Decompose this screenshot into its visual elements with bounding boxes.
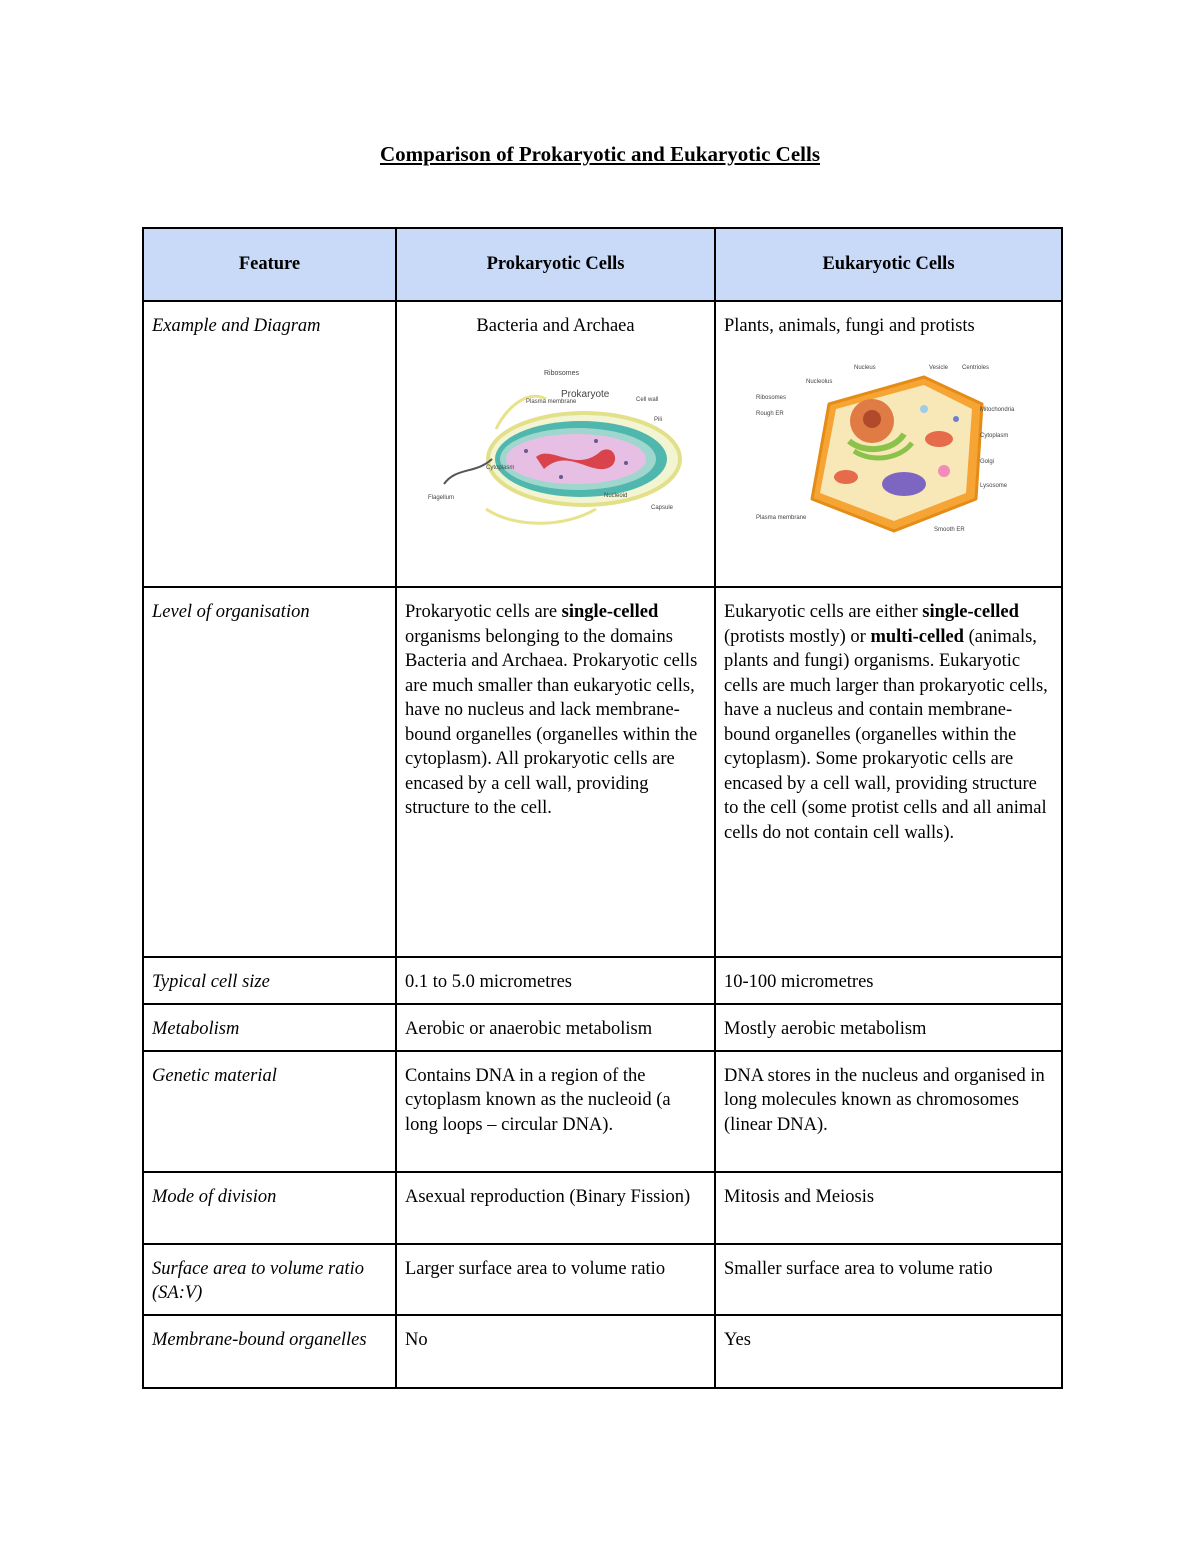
label-rough-er: Rough ER bbox=[755, 410, 784, 417]
cell-prokaryotic-example bbox=[396, 301, 715, 587]
feature-example: Example and Diagram bbox=[143, 301, 396, 587]
label-cell-wall: Cell wall bbox=[635, 396, 658, 403]
header-eukaryotic: Eukaryotic Cells bbox=[715, 228, 1062, 301]
cell-prokaryotic: Contains DNA in a region of the cytoplasm known as the nucleoid (a long loops – circular DNA). bbox=[396, 1051, 715, 1172]
cell-prokaryotic: Aerobic or anaerobic metabolism bbox=[396, 1004, 715, 1051]
feature-label: Typical cell size bbox=[143, 957, 396, 1004]
cell-eukaryotic-organisation bbox=[715, 587, 1062, 957]
cell-eukaryotic: Mitosis and Meiosis bbox=[715, 1172, 1062, 1244]
comparison-table bbox=[142, 227, 1063, 1389]
cell-prokaryotic-organisation bbox=[396, 587, 715, 957]
pili-line bbox=[486, 509, 596, 523]
cell-prokaryotic: Asexual reproduction (Binary Fission) bbox=[396, 1172, 715, 1244]
label-centrioles: Centrioles bbox=[961, 364, 989, 371]
header-row bbox=[143, 228, 1062, 301]
label-mitochondria: Mitochondria bbox=[979, 406, 1014, 413]
text-run: organisms belonging to the domains Bacteria and Archaea. Prokaryotic cells are much smaller than eukaryotic cells, have no nucleus and lack membrane-bound organelles (organelles within the cytoplasm). All prokaryotic cells are encased by a cell wall, providing structure to the cell. bbox=[405, 626, 698, 818]
cell-eukaryotic: Mostly aerobic metabolism bbox=[715, 1004, 1062, 1051]
label-nucleoid: Nucleoid bbox=[603, 492, 627, 499]
ribosome-dot bbox=[524, 449, 528, 453]
cell-eukaryotic: Smaller surface area to volume ratio bbox=[715, 1244, 1062, 1315]
label-prokaryote: Prokaryote bbox=[560, 388, 609, 400]
ribosome-dot bbox=[624, 461, 628, 465]
eukaryotic-example-text: Plants, animals, fungi and protists bbox=[724, 316, 975, 336]
nucleolus-shape bbox=[863, 410, 881, 428]
label-golgi: Golgi bbox=[979, 458, 994, 465]
label-plasma-membrane: Plasma membrane bbox=[755, 514, 806, 521]
header-feature: Feature bbox=[143, 228, 396, 301]
page-title: Comparison of Prokaryotic and Eukaryotic Cells bbox=[379, 142, 821, 166]
label-pili: Pili bbox=[653, 416, 662, 423]
feature-label: Membrane-bound organelles bbox=[143, 1315, 396, 1388]
centriole-shape bbox=[953, 416, 959, 422]
label-nucleolus: Nucleolus bbox=[805, 378, 832, 385]
cell-prokaryotic: Larger surface area to volume ratio bbox=[396, 1244, 715, 1315]
cell-prokaryotic: No bbox=[396, 1315, 715, 1388]
lysosome-shape bbox=[938, 465, 950, 477]
golgi-shape bbox=[882, 472, 926, 496]
bold-term: single-celled bbox=[561, 602, 659, 622]
table-row bbox=[143, 1172, 1062, 1244]
label-capsule: Capsule bbox=[650, 504, 673, 511]
label-cytoplasm: Cytoplasm bbox=[485, 464, 514, 471]
eukaryotic-cell-diagram bbox=[754, 359, 1024, 539]
table-row bbox=[143, 1051, 1062, 1172]
label-plasma-membrane: Plasma membrane bbox=[525, 398, 576, 405]
ribosome-dot bbox=[559, 475, 563, 479]
mitochondrion-shape bbox=[834, 470, 858, 484]
table-row bbox=[143, 957, 1062, 1004]
cell-eukaryotic: DNA stores in the nucleus and organised in long molecules known as chromosomes (linear DNA). bbox=[715, 1051, 1062, 1172]
flagellum-line bbox=[444, 459, 492, 484]
label-vesicle: Vesicle bbox=[928, 364, 948, 371]
feature-label: Surface area to volume ratio (SA:V) bbox=[143, 1244, 396, 1315]
mitochondrion-shape bbox=[925, 431, 953, 447]
feature-organisation: Level of organisation bbox=[143, 587, 396, 957]
cytoplasm-shape bbox=[506, 434, 646, 484]
prokaryotic-cell-diagram bbox=[426, 359, 686, 534]
vesicle-shape bbox=[920, 405, 928, 413]
ribosome-dot bbox=[594, 439, 598, 443]
header-prokaryotic: Prokaryotic Cells bbox=[396, 228, 715, 301]
label-lysosome: Lysosome bbox=[979, 482, 1007, 489]
bold-term: multi-celled bbox=[870, 626, 964, 647]
feature-label: Genetic material bbox=[143, 1051, 396, 1172]
text-run: (protists mostly) or bbox=[724, 626, 871, 647]
feature-label: Mode of division bbox=[143, 1172, 396, 1244]
label-nucleus: Nucleus bbox=[853, 364, 876, 371]
table-row bbox=[143, 1315, 1062, 1388]
cell-eukaryotic: 10-100 micrometres bbox=[715, 957, 1062, 1004]
feature-label: Metabolism bbox=[143, 1004, 396, 1051]
cell-prokaryotic: 0.1 to 5.0 micrometres bbox=[396, 957, 715, 1004]
text-run: Prokaryotic cells are bbox=[405, 602, 562, 622]
text-run: (animals, plants and fungi) organisms. Eukaryotic cells are much larger than prokaryotic cells, have a nucleus and contain membrane- bound organelles (organelles within the cytoplasm). Some prokaryotic cells are encased by a cell wall, providing structure to the cell (some protist cells and all animal cells do not contain cell walls). bbox=[724, 626, 1048, 843]
bold-term: single-celled bbox=[922, 602, 1019, 622]
label-flagellum: Flagellum bbox=[427, 494, 454, 501]
cell-eukaryotic-example bbox=[715, 301, 1062, 587]
prokaryotic-example-text: Bacteria and Archaea bbox=[476, 316, 635, 336]
label-ribosomes: Ribosomes bbox=[543, 369, 579, 377]
text-run: Eukaryotic cells are either bbox=[724, 602, 923, 622]
table-row-example bbox=[143, 301, 1062, 587]
cell-eukaryotic: Yes bbox=[715, 1315, 1062, 1388]
table-row bbox=[143, 1244, 1062, 1315]
table-row bbox=[143, 1004, 1062, 1051]
label-ribosomes: Ribosomes bbox=[755, 394, 786, 401]
label-cytoplasm: Cytoplasm bbox=[979, 432, 1008, 439]
label-smooth-er: Smooth ER bbox=[933, 526, 965, 533]
table-row-organisation bbox=[143, 587, 1062, 957]
